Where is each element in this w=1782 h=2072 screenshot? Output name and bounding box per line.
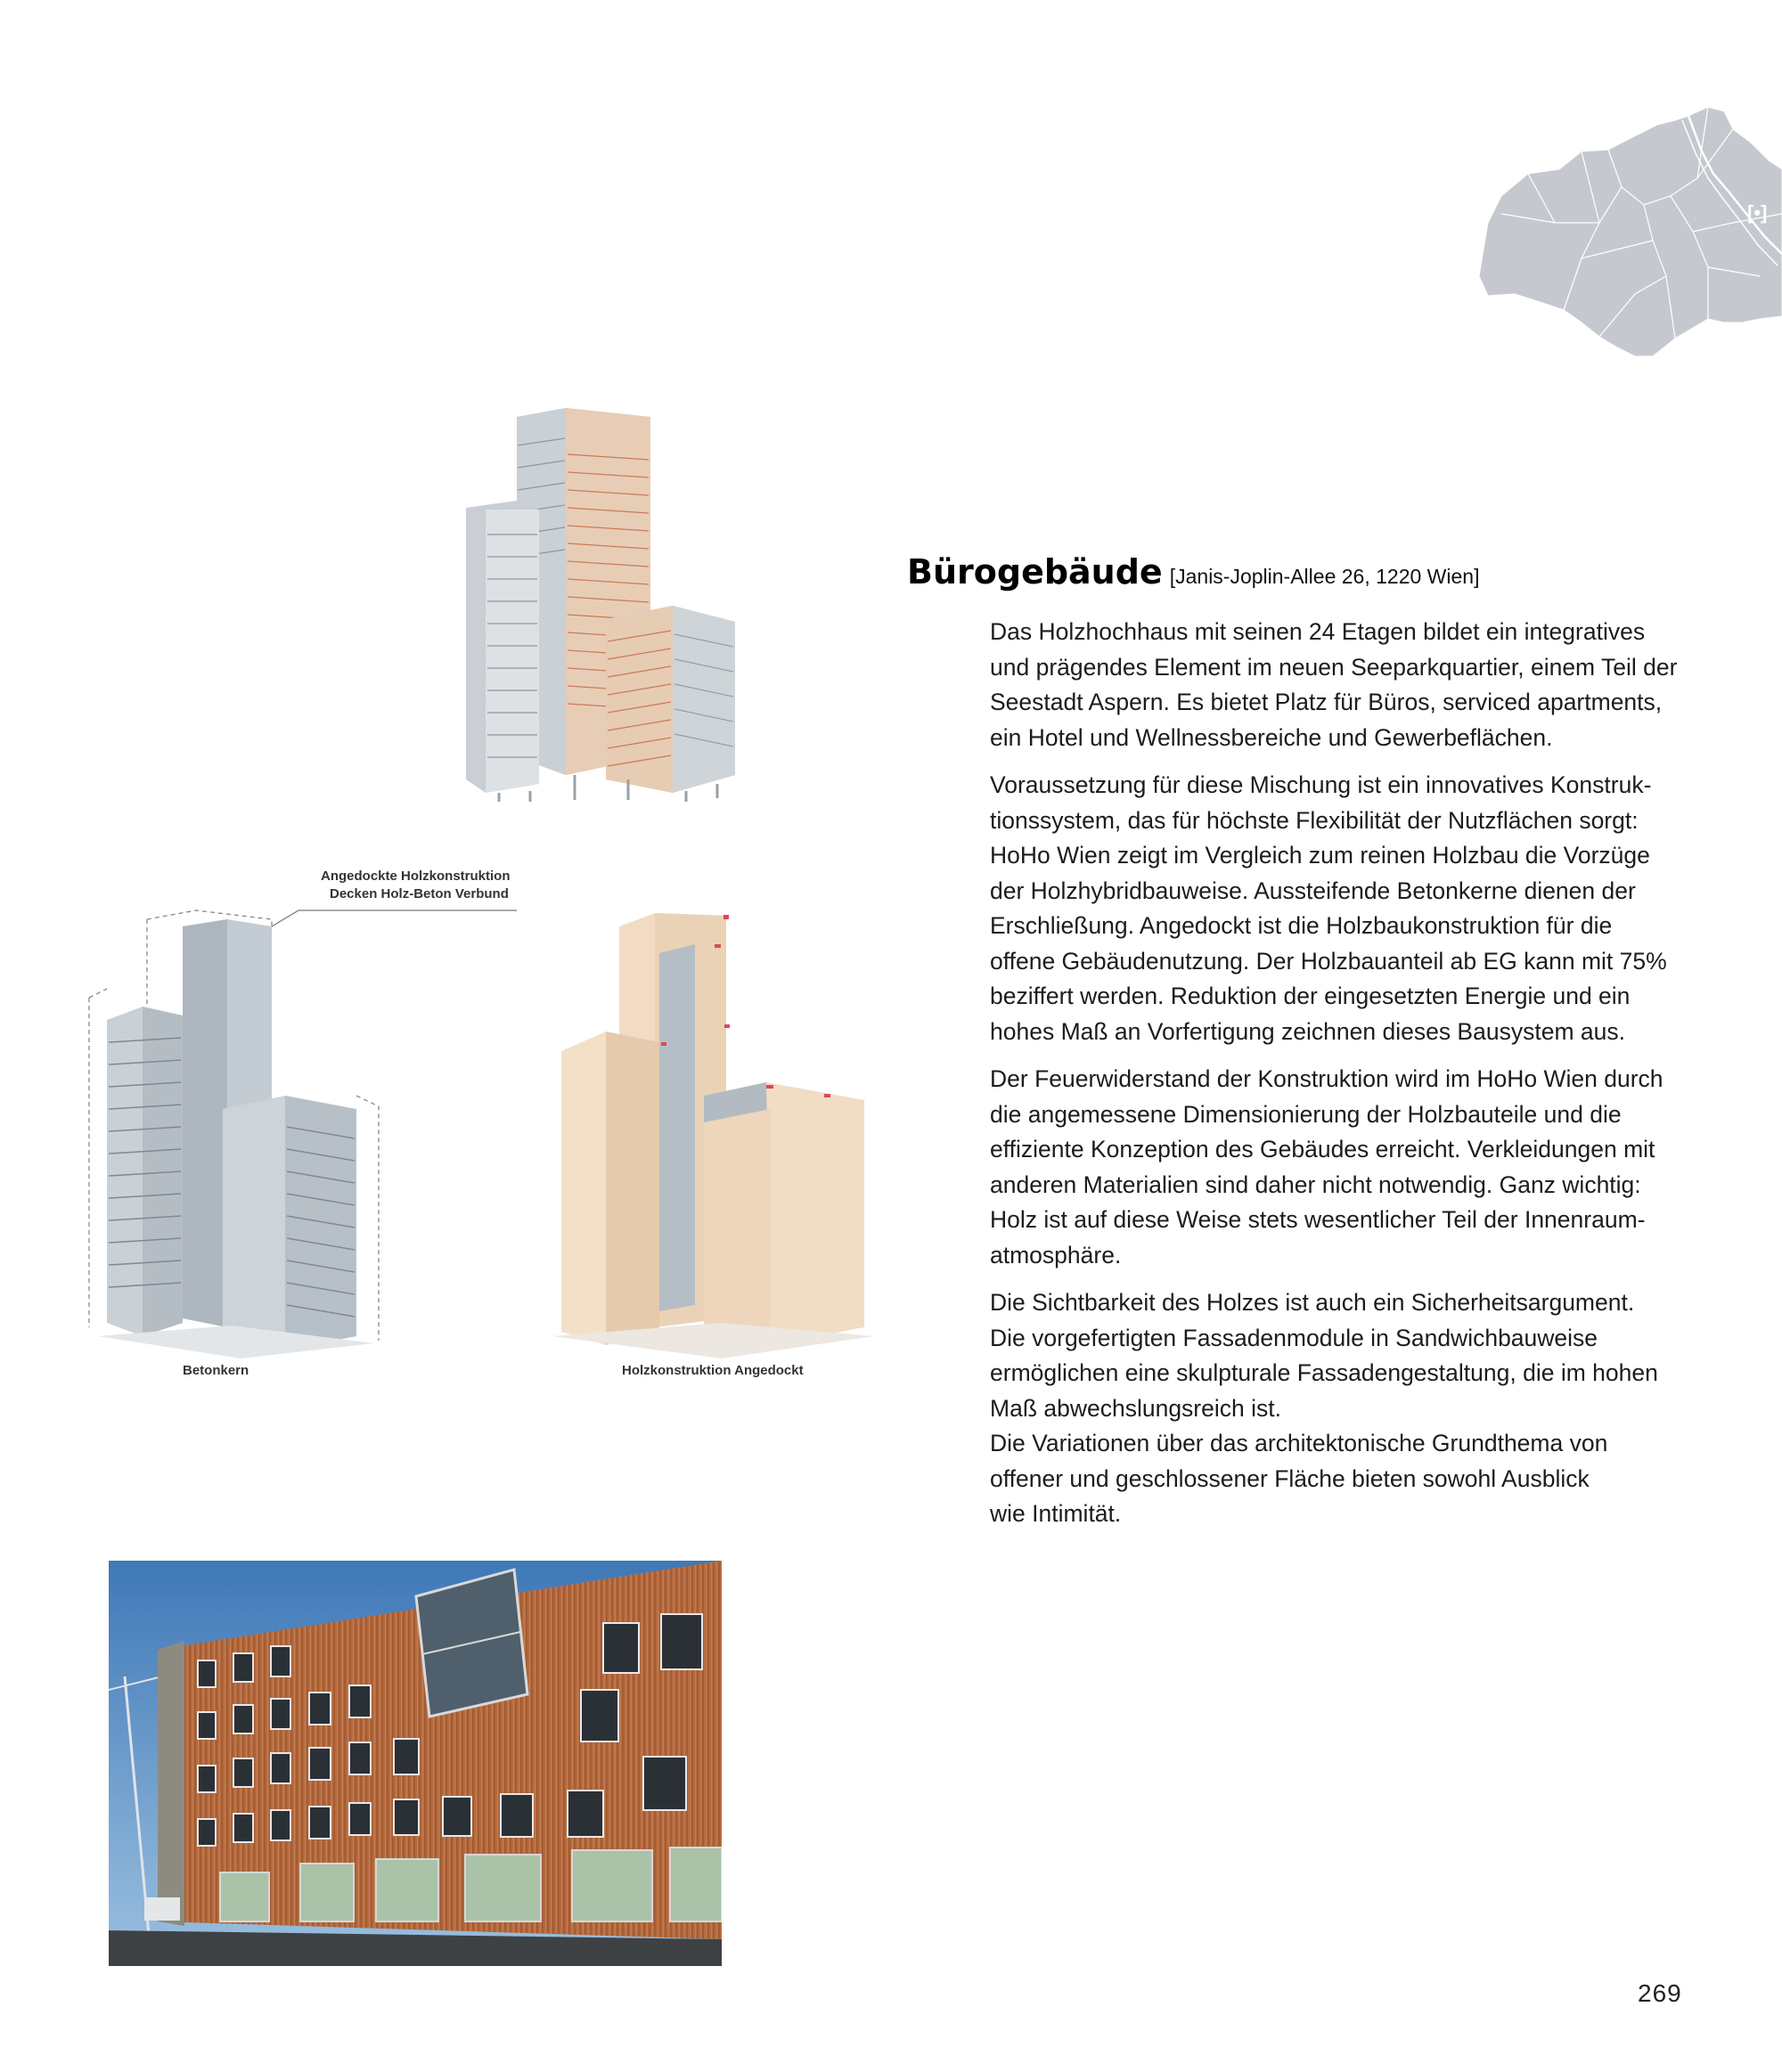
section-heading	[907, 552, 1479, 591]
text-line: tionssystem, das für höchste Flexibilität der Nutzflächen sorgt:	[990, 806, 1639, 834]
paragraph	[990, 768, 1703, 1049]
text-line: Holz ist auf diese Weise stets wesentlicher Teil der Innenraum-	[990, 1206, 1646, 1233]
timber-construction-illustration	[552, 913, 873, 1378]
text-line: hohes Maß an Vorfertigung zeichnen dieses Bausystem aus.	[990, 1017, 1625, 1045]
tower-rendering	[450, 401, 780, 802]
text-line: und prägendes Element im neuen Seeparkquartier, einem Teil der	[990, 653, 1678, 681]
text-line: offener und geschlossener Fläche bieten sowohl Ausblick	[990, 1464, 1590, 1492]
text-line: offene Gebäudenutzung. Der Holzbauanteil ab EG kann mit 75%	[990, 947, 1667, 975]
building-address: [Janis-Joplin-Allee 26, 1220 Wien]	[1169, 565, 1480, 588]
text-line: Die vorgefertigten Fassadenmodule in Sandwichbauweise	[990, 1324, 1598, 1351]
text-line: HoHo Wien zeigt im Vergleich zum reinen Holzbau die Vorzüge	[990, 842, 1650, 869]
label-betonkern: Betonkern	[183, 1363, 249, 1378]
facade-photo	[109, 1561, 722, 1966]
text-line: Seestadt Aspern. Es bietet Platz für Büros, serviced apartments,	[990, 689, 1663, 715]
text-line: Maß abwechslungsreich ist.	[990, 1394, 1281, 1422]
text-line: wie Intimität.	[990, 1500, 1122, 1527]
paragraph	[990, 1062, 1703, 1273]
vienna-district-map	[1475, 89, 1782, 365]
text-line: Voraussetzung für diese Mischung ist ein innovatives Konstruk-	[990, 771, 1652, 798]
location-marker: [•]	[1747, 201, 1768, 224]
page-number: 269	[1638, 1979, 1682, 2007]
label-holzkonstruktion: Holzkonstruktion Angedockt	[622, 1363, 804, 1378]
text-line: effiziente Konzeption des Gebäudes erreicht. Verkleidungen mit	[990, 1136, 1655, 1162]
text-line: atmosphäre.	[990, 1241, 1122, 1268]
text-line: Erschließung. Angedockt ist die Holzbaukonstruktion für die	[990, 912, 1613, 939]
text-line: beziffert werden. Reduktion der eingesetzten Energie und ein	[990, 983, 1631, 1009]
vienna-outline	[1479, 107, 1782, 356]
text-line: ein Hotel und Wellnessbereiche und Gewerbeflächen.	[990, 723, 1553, 751]
building-title: Bürogebäude	[907, 552, 1163, 591]
text-line: der Holzhybridbauweise. Aussteifende Betonkerne dienen der	[990, 877, 1636, 904]
paragraph	[990, 615, 1703, 755]
text-line: die angemessene Dimensionierung der Holzbauteile und die	[990, 1100, 1622, 1128]
concrete-core-illustration	[89, 869, 517, 1378]
paragraph	[990, 1285, 1703, 1532]
body-text	[990, 615, 1703, 1545]
callout-line-1: Angedockte Holzkonstruktion	[321, 869, 511, 884]
callout-line-2: Decken Holz-Beton Verbund	[330, 886, 509, 901]
construction-diagram	[80, 855, 891, 1407]
text-line: Die Sichtbarkeit des Holzes ist auch ein Sicherheitsargument.	[990, 1289, 1635, 1316]
text-line: anderen Materialien sind daher nicht notwendig. Ganz wichtig:	[990, 1171, 1641, 1198]
text-line: Das Holzhochhaus mit seinen 24 Etagen bildet ein integratives	[990, 618, 1646, 645]
text-line: Der Feuerwiderstand der Konstruktion wird im HoHo Wien durch	[990, 1065, 1663, 1092]
text-line: Die Variationen über das architektonische Grundthema von	[990, 1430, 1608, 1456]
text-line: ermöglichen eine skulpturale Fassadengestaltung, die im hohen	[990, 1359, 1658, 1386]
